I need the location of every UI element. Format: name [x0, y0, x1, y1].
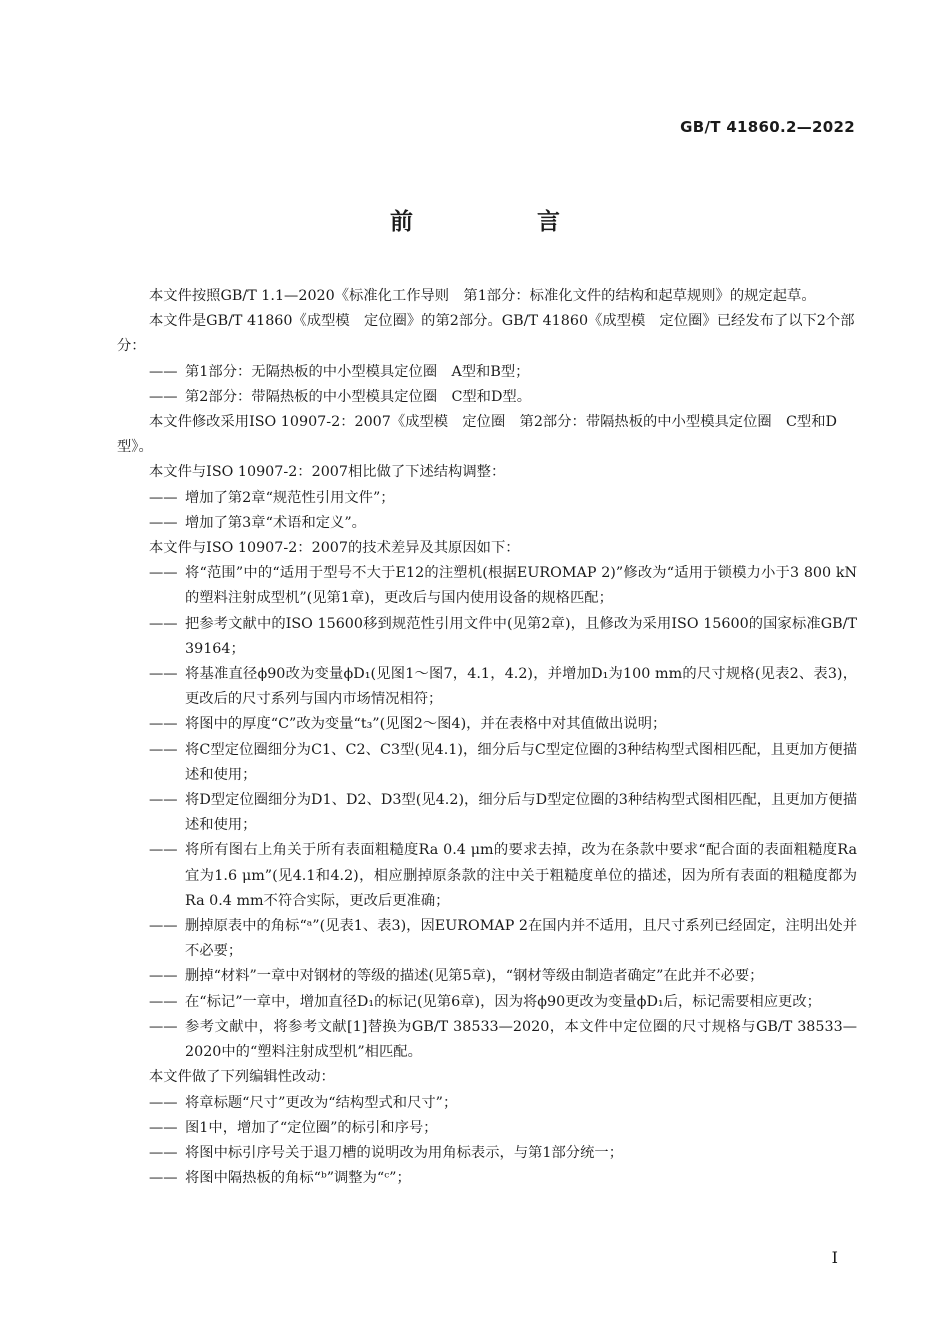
list-dash: —— — [149, 1119, 178, 1136]
list-item-text: 删掉“材料”一章中对钢材的等级的描述(见第5章)，“钢材等级由制造者确定”在此并不必要； — [185, 968, 764, 985]
list-item-text: 将基准直径ϕ90改为变量ϕD₁(见图1～图7，4.1，4.2)，并增加D₁为100 mm的尺寸规格(见表2、表3)，更改后的尺寸系列与国内市场情况相符； — [185, 666, 857, 708]
paragraph: 本文件修改采用ISO 10907-2：2007《成型模 定位圈 第2部分：带隔热板的中小型模具定位圈 C型和D型》。 — [117, 414, 837, 456]
list-item — [117, 612, 857, 662]
list-item-text: 第2部分：带隔热板的中小型模具定位圈 C型和D型。 — [185, 388, 532, 405]
page-number: I — [831, 1248, 838, 1267]
list-item-text: 将图中的厚度“C”改为变量“t₃”(见图2～图4)，并在表格中对其值做出说明； — [185, 716, 667, 733]
list-dash: —— — [149, 741, 178, 758]
list-dash: —— — [149, 514, 178, 531]
list-dash: —— — [149, 1094, 178, 1111]
list-dash: —— — [149, 615, 178, 632]
list-dash: —— — [149, 363, 178, 380]
standard-number: GB/T 41860.2—2022 — [680, 118, 855, 136]
list-dash: —— — [149, 918, 178, 935]
paragraph: 本文件与ISO 10907-2：2007相比做了下述结构调整： — [149, 464, 506, 481]
list-item-text: 增加了第3章“术语和定义”。 — [185, 514, 366, 531]
list-dash: —— — [149, 1170, 178, 1187]
list-item — [117, 1166, 857, 1191]
paragraph: 本文件与ISO 10907-2：2007的技术差异及其原因如下： — [149, 540, 520, 557]
list-item-text: 将图中标引序号关于退刀槽的说明改为用角标表示，与第1部分统一； — [185, 1144, 623, 1161]
list-item — [117, 511, 857, 536]
list-item-text: 把参考文献中的ISO 15600移到规范性引用文件中(见第2章)，且修改为采用ISO 15600的国家标准GB/T 39164； — [185, 615, 857, 657]
paragraph: 本文件是GB/T 41860《成型模 定位圈》的第2部分。GB/T 41860《成型模 定位圈》已经发布了以下2个部分： — [117, 313, 855, 355]
list-item — [117, 838, 857, 914]
list-dash: —— — [149, 993, 178, 1010]
list-item-text: 将C型定位圈细分为C1、C2、C3型(见4.1)，细分后与C型定位圈的3种结构型式图相匹配，且更加方便描述和使用； — [185, 741, 857, 783]
list-item-text: 图1中，增加了“定位圈”的标引和序号； — [185, 1119, 438, 1136]
list-item-text: 在“标记”一章中，增加直径D₁的标记(见第6章)，因为将ϕ90更改为变量ϕD₁后，标记需要相应更改； — [185, 993, 821, 1010]
list-item — [117, 385, 857, 410]
list-dash: —— — [149, 1018, 178, 1035]
list-item — [117, 738, 857, 788]
list-item-text: 将D型定位圈细分为D1、D2、D3型(见4.2)，细分后与D型定位圈的3种结构型式图相匹配，且更加方便描述和使用； — [185, 792, 857, 834]
list-item — [117, 914, 857, 964]
list-item-text: 将“范围”中的“适用于型号不大于E12的注塑机(根据EUROMAP 2)”修改为“适用于锁模力小于3 800 kN的塑料注射成型机”(见第1章)，更改后与国内使用设备的规格匹配； — [185, 565, 857, 607]
list-item — [117, 712, 857, 737]
list-item-text: 将图中隔热板的角标“ᵇ”调整为“ᶜ”； — [185, 1170, 411, 1187]
list-item-text: 增加了第2章“规范性引用文件”； — [185, 489, 395, 506]
paragraph: 本文件按照GB/T 1.1—2020《标准化工作导则 第1部分：标准化文件的结构和起草规则》的规定起草。 — [149, 288, 816, 304]
list-dash: —— — [149, 716, 178, 733]
list-item — [117, 1015, 857, 1065]
list-item — [117, 360, 857, 385]
list-dash: —— — [149, 565, 178, 582]
list-item — [117, 486, 857, 511]
list-item-text: 参考文献中，将参考文献[1]替换为GB/T 38533—2020，本文件中定位圈的尺寸规格与GB/T 38533—2020中的“塑料注射成型机”相匹配。 — [185, 1018, 857, 1061]
list-item-text: 将章标题“尺寸”更改为“结构型式和尺寸”； — [185, 1094, 458, 1111]
list-item — [117, 990, 857, 1015]
list-item — [117, 1141, 857, 1166]
list-item — [117, 788, 857, 838]
list-dash: —— — [149, 792, 178, 809]
list-item — [117, 662, 857, 712]
list-dash: —— — [149, 666, 178, 683]
list-item — [117, 964, 857, 989]
foreword-body — [117, 284, 857, 1191]
list-dash: —— — [149, 388, 178, 405]
list-dash: —— — [149, 489, 178, 506]
list-dash: —— — [149, 842, 178, 859]
list-dash: —— — [149, 968, 178, 985]
section-title: 前 言 — [389, 209, 618, 235]
list-dash: —— — [149, 1144, 178, 1161]
list-item — [117, 561, 857, 611]
paragraph: 本文件做了下列编辑性改动： — [149, 1069, 335, 1086]
list-item-text: 将所有图右上角关于所有表面粗糙度Ra 0.4 μm的要求去掉，改为在条款中要求“配合面的表面粗糙度Ra宜为1.6 μm”(见4.1和4.2)，相应删掉原条款的注中关于粗糙度单位的描述，因为所有表面的粗糙度都为Ra 0.4 mm不符合实际，更改后更准确； — [185, 842, 857, 909]
list-item — [117, 1091, 857, 1116]
list-item-text: 删掉原表中的角标“ᵃ”(见表1、表3)，因EUROMAP 2在国内并不适用，且尺寸系列已经固定，注明出处并不必要； — [185, 918, 857, 960]
list-item — [117, 1116, 857, 1141]
list-item-text: 第1部分：无隔热板的中小型模具定位圈 A型和B型； — [185, 363, 530, 380]
